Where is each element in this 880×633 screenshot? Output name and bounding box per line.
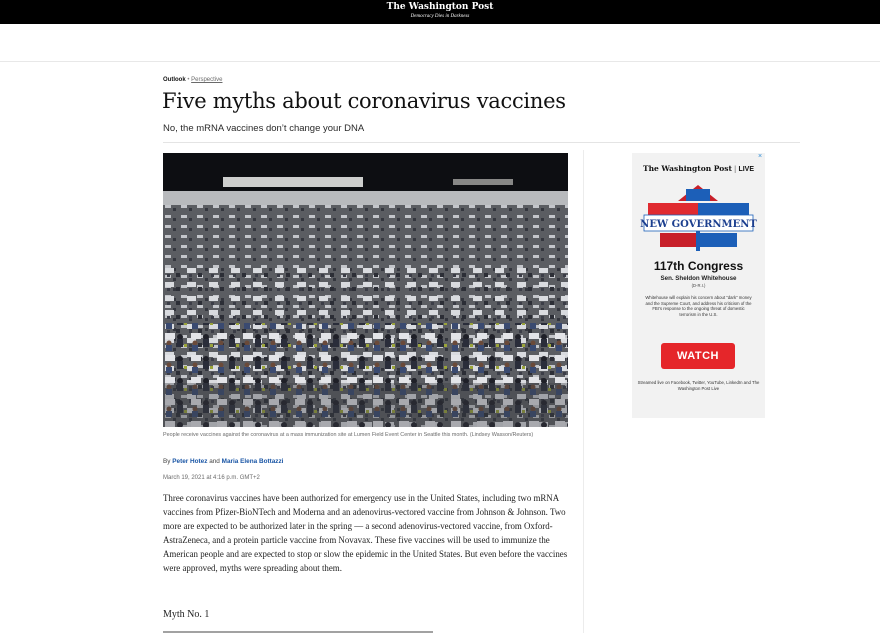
masthead bbox=[0, 0, 880, 24]
lead-photo bbox=[163, 153, 568, 427]
publish-date: March 19, 2021 at 4:16 p.m. GMT+2 bbox=[163, 475, 260, 481]
article-subheadline: No, the mRNA vaccines don’t change your DNA bbox=[163, 123, 365, 134]
ad-banner-text: NEW GOVERNMENT bbox=[640, 219, 757, 230]
ad-senator: Sen. Sheldon Whitehouse bbox=[660, 275, 737, 282]
header-divider bbox=[163, 142, 800, 143]
author-link-peter-hotez[interactable]: Peter Hotez bbox=[172, 458, 208, 465]
advertisement[interactable] bbox=[632, 153, 765, 418]
article-headline: Five myths about coronavirus vaccines bbox=[162, 89, 566, 113]
vaccination-site-photo bbox=[163, 153, 568, 427]
byline bbox=[163, 458, 283, 466]
capitol-illustration bbox=[638, 181, 759, 253]
myth-heading: Myth No. 1 bbox=[163, 609, 210, 620]
author-link-maria-elena-bottazzi[interactable]: Maria Elena Bottazzi bbox=[221, 458, 284, 465]
perspective-label[interactable]: Perspective bbox=[191, 77, 223, 83]
ad-title: 117th Congress bbox=[653, 259, 744, 273]
masthead-tagline: Democracy Dies in Darkness bbox=[410, 14, 470, 19]
photo-caption: People receive vaccines against the coronavirus at a mass immunization site at Lumen Field Event Center in Seattle this month. (Lindsey Wasson/Reuters) bbox=[163, 432, 534, 438]
column-divider bbox=[583, 150, 584, 633]
next-paragraph-partial bbox=[163, 628, 433, 633]
ad-brand bbox=[632, 164, 765, 175]
article-kicker bbox=[163, 76, 222, 84]
washington-post-logo[interactable]: The Washington Post bbox=[386, 2, 494, 12]
ad-party: (D-R.I.) bbox=[691, 283, 706, 288]
byline-prefix: By bbox=[163, 458, 171, 465]
article-body-paragraph: Three coronavirus vaccines have been authorized for emergency use in the United States, including two mRNA vaccines from Pfizer-BioNTech and Moderna and an adenovirus-vectored vaccine from Johnson & Johnson. Two more are expected to be authorized later in the spring — a second adenovirus-vectored vaccine, from Oxford-AstraZeneca, and a protein particle vaccine from Novavax. These five vaccines will be used to immunize the American people and are expected to stop or slow the epidemic in the United States. But even before the vaccines were approved, myths were spreading about them. bbox=[163, 493, 568, 573]
navigation-bar bbox=[0, 24, 880, 62]
ad-logo: The Washington Post bbox=[642, 164, 732, 173]
ad-live-label: LIVE bbox=[738, 166, 755, 173]
ad-brand-separator: | bbox=[733, 164, 737, 173]
ad-description: Whitehouse will explain his concern about “dark” money and the Supreme Court, and address his criticism of the FBI’s response to the ongoing threat of domestic terrorism in the U.S. bbox=[645, 295, 752, 317]
watch-button[interactable]: WATCH bbox=[661, 343, 735, 369]
ad-close-icon[interactable]: × bbox=[758, 153, 763, 160]
ad-stream-info: Streamed live on Facebook, Twitter, YouTube, LinkedIn and The Washington Post Live bbox=[637, 380, 760, 391]
kicker-separator: • bbox=[187, 77, 190, 83]
byline-and: and bbox=[209, 458, 220, 465]
section-link[interactable]: Outlook bbox=[163, 77, 186, 83]
